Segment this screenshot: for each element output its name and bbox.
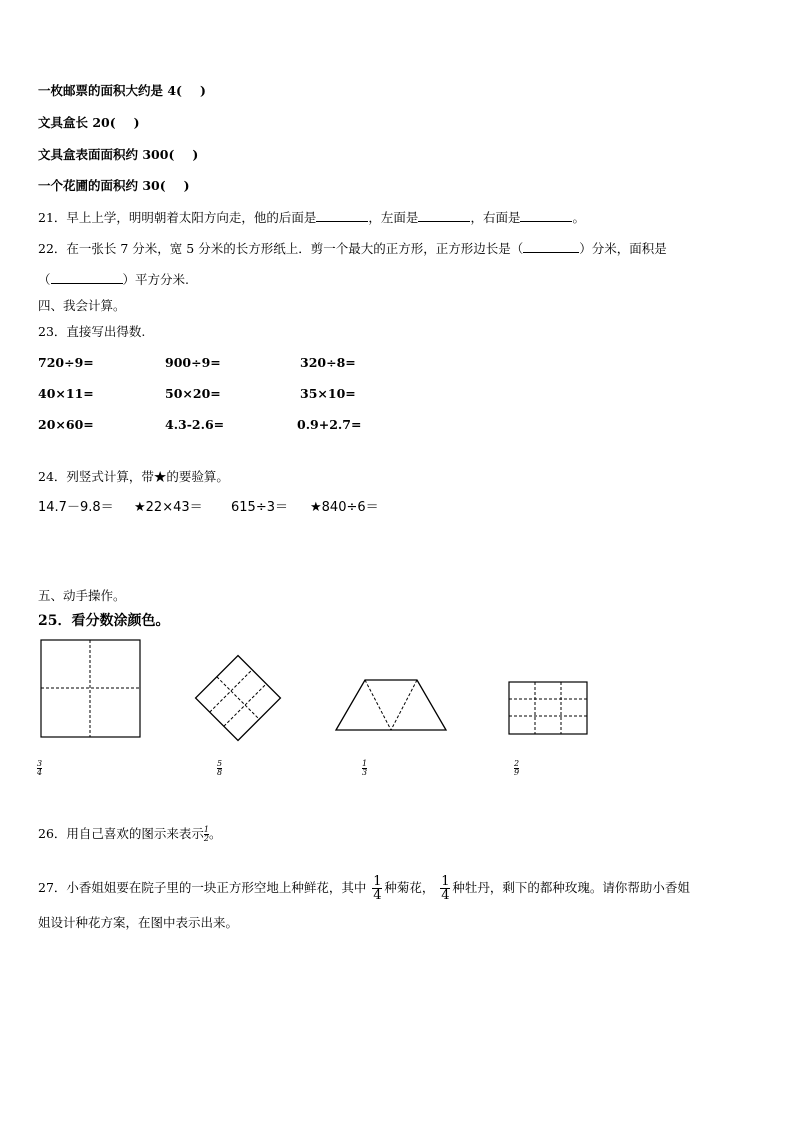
vertical-calc-item: ★840÷6＝: [310, 500, 379, 515]
calc-item: 20×60=: [38, 417, 94, 432]
vertical-calc-item: 14.7－9.8＝: [38, 500, 114, 515]
unit-line-3: 文具盒表面面积约 300( ): [38, 147, 199, 162]
square-quarters-figure: [40, 639, 142, 739]
question-23-title: 23．直接写出得数.: [38, 324, 146, 339]
unit-line-2: 文具盒长 20( ): [38, 115, 140, 130]
calc-item: 40×11=: [38, 386, 94, 401]
vertical-calc-item: 615÷3＝: [231, 500, 288, 515]
unit-line-1: 一枚邮票的面积大约是 4( ): [38, 83, 206, 98]
vertical-calc-item: ★22×43＝: [134, 500, 203, 515]
question-21: 21．早上上学，明明朝着太阳方向走，他的后面是 ，左面是 ，右面是 。: [38, 210, 585, 225]
answer-blank[interactable]: [418, 209, 470, 222]
calc-item: 4.3-2.6=: [165, 417, 225, 432]
question-22: 22．在一张长 7 分米，宽 5 分米的长方形纸上．剪一个最大的正方形，正方形边长是（ ）分米，面积是: [38, 241, 667, 256]
section-heading-4: 四、我会计算。: [38, 298, 126, 313]
calc-item: 0.9+2.7=: [297, 417, 362, 432]
fraction-label: $\frac{5}{8}$: [217, 759, 223, 777]
question-26: 26．用自己喜欢的图示来表示 $\frac{1}{2}$ 。: [38, 825, 222, 843]
question-27: 27．小香姐姐要在院子里的一块正方形空地上种鲜花，其中 $\frac{1}{4}$ 种菊花， $\frac{1}{4}$ 种牡丹，剩下的都种玫瑰。请你帮助小香姐: [38, 874, 690, 903]
question-27-line2: 姐设计种花方案，在图中表示出来。: [38, 915, 239, 930]
calc-item: 35×10=: [300, 386, 356, 401]
answer-blank[interactable]: [520, 209, 572, 222]
fraction-label: $\frac{1}{3}$: [362, 759, 368, 777]
section-heading-5: 五、动手操作。: [38, 588, 126, 603]
rectangle-grid-figure: [508, 681, 590, 737]
diamond-grid-figure: [190, 652, 286, 744]
question-22-line2: （ ）平方分米.: [38, 272, 189, 287]
answer-blank[interactable]: [51, 271, 123, 284]
unit-line-4: 一个花圃的面积约 30( ): [38, 178, 190, 193]
calc-item: 900÷9=: [165, 355, 221, 370]
trapezoid-figure: [333, 677, 449, 733]
question-24-title: 24．列竖式计算，带★的要验算。: [38, 469, 229, 484]
answer-blank[interactable]: [523, 240, 579, 253]
fraction-label: $\frac{3}{4}$: [37, 759, 43, 777]
calc-item: 320÷8=: [300, 355, 356, 370]
answer-blank[interactable]: [316, 209, 368, 222]
calc-item: 50×20=: [165, 386, 221, 401]
calc-item: 720÷9=: [38, 355, 94, 370]
fraction-label: $\frac{2}{9}$: [514, 759, 520, 777]
question-25-title: 25．看分数涂颜色。: [38, 613, 170, 629]
